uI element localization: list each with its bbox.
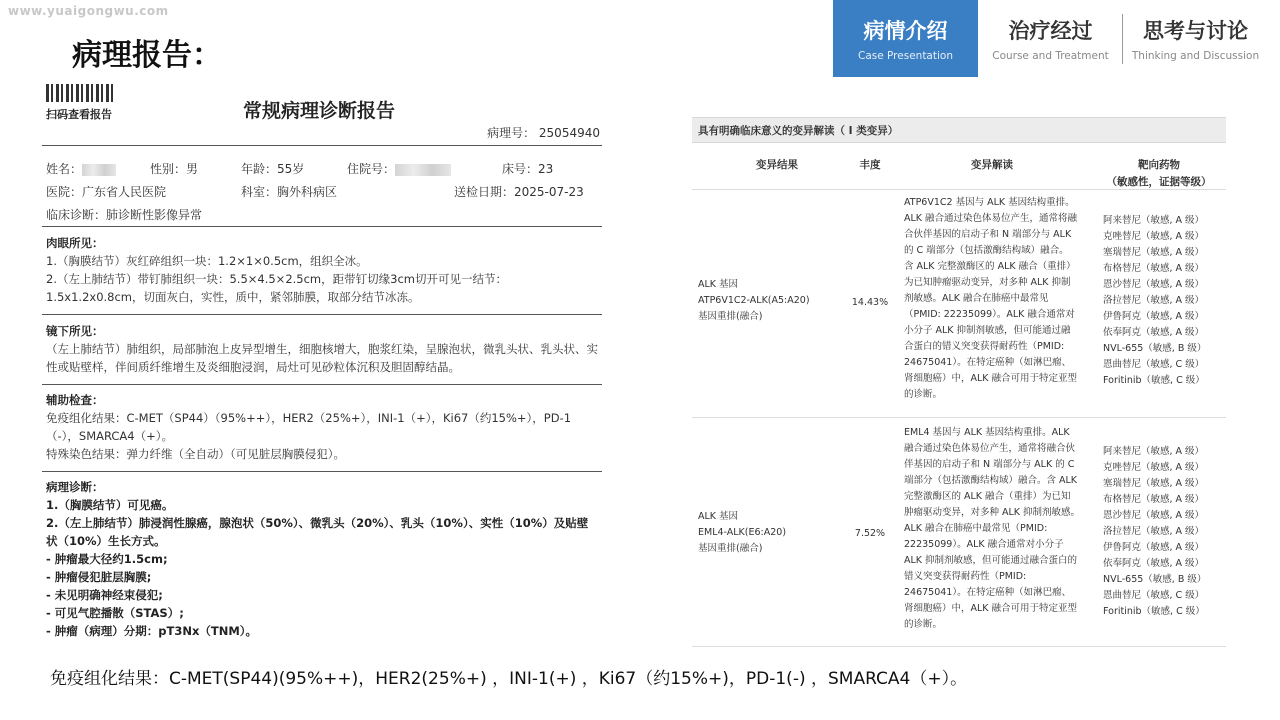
interp-line: 融合通过染色体易位产生，通常将融合伙 — [904, 443, 1076, 454]
slide-title: 病理报告： — [72, 38, 222, 73]
diagnosis-item: - 可见气腔播散（STAS）; — [46, 606, 184, 620]
interp-line: ALK 抑制剂敏感，但可能通过融合蛋白的 — [904, 555, 1078, 566]
ihc-summary: 免疫组化结果：C-MET(SP44)(95%++)，HER2(25%+) ，INI-1(+) ，Ki67（约15%+)，PD-1(-) ，SMARCA4（+）。 — [50, 669, 968, 689]
diagnosis-item: 1.（胸膜结节）可见癌。 — [46, 498, 174, 512]
interp-line: 小分子 ALK 抑制剂敏感，但可能通过融 — [904, 325, 1071, 336]
section-heading: 病理诊断： — [46, 480, 104, 494]
diagnosis-item: - 肿瘤最大径约1.5cm; — [46, 552, 168, 566]
row-divider — [692, 417, 1226, 418]
variant-fusion: ATP6V1C2-ALK(A5:A20) — [698, 295, 810, 306]
gross-findings — [46, 234, 598, 306]
nav-tab-label: 思考与讨论 — [1143, 19, 1248, 43]
drug-item: 克唑替尼（敏感, A 级） — [1103, 462, 1205, 473]
column-header-interpretation: 变异解读 — [971, 159, 1013, 171]
patient-name: 姓名： — [46, 160, 116, 177]
interp-line: 24675041）。在特定癌种（如淋巴瘤、 — [904, 357, 1072, 368]
microscopic-findings — [46, 322, 598, 376]
drug-item: 依奉阿克（敏感, A 级） — [1103, 327, 1205, 338]
drug-item: 洛拉替尼（敏感, A 级） — [1103, 526, 1205, 537]
nav-tab-sublabel: Course and Treatment — [992, 50, 1109, 62]
section-nav — [833, 0, 1268, 77]
divider — [42, 471, 602, 472]
drug-item: 伊鲁阿克（敏感, A 级） — [1103, 311, 1205, 322]
variant-gene: ALK 基因 — [698, 511, 739, 522]
interp-line: ATP6V1C2 基因与 ALK 基因结构重排。 — [904, 197, 1075, 208]
variant-type: 基因重排(融合) — [698, 543, 763, 554]
variant-type: 基因重排(融合) — [698, 311, 763, 322]
drug-item: 塞瑞替尼（敏感, A 级） — [1103, 247, 1205, 258]
pathology-report — [38, 82, 604, 650]
drug-item: 塞瑞替尼（敏感, A 级） — [1103, 478, 1205, 489]
drug-list — [1103, 213, 1206, 389]
drug-item: 洛拉替尼（敏感, A 级） — [1103, 295, 1205, 306]
qr-code-icon — [46, 84, 118, 102]
mutation-table-header: 具有明确临床意义的变异解读（ I 类变异） — [692, 117, 1226, 143]
interp-line: 肾细胞癌）中，ALK 融合可用于特定亚型 — [904, 373, 1078, 384]
drug-item: Foritinib（敏感, C 级） — [1103, 375, 1205, 386]
interp-line: 为已知肿瘤驱动变异，对多种 ALK 抑制 — [904, 277, 1071, 288]
diagnosis-item: - 肿瘤侵犯脏层胸膜; — [46, 570, 152, 584]
variant-gene: ALK 基因 — [698, 279, 739, 290]
interp-line: 的 C 端部分（包括激酶结构域）融合。 — [904, 245, 1069, 256]
patient-age: 年龄：55岁 — [241, 162, 305, 176]
nav-tab-sublabel: Case Presentation — [858, 50, 953, 62]
interp-line: 合蛋白的错义突变获得耐药性（PMID: — [904, 341, 1065, 352]
drug-item: 恩沙替尼（敏感, A 级） — [1103, 279, 1205, 290]
variant-frequency: 7.52% — [854, 528, 886, 539]
divider — [42, 314, 602, 315]
variant-frequency: 14.43% — [851, 297, 889, 308]
gross-item: 2.（左上肺结节）带钉肺组织一块：5.5×4.5×2.5cm，距带钉切缘3cm切开可见一结节：1.5x1.2x0.8cm，切面灰白，实性，质中，紧邻肺膜，取部分结节冰冻。 — [46, 272, 507, 304]
variant-result — [698, 277, 810, 325]
interp-line: 合伙伴基因的启动子和 N 端部分与 ALK — [904, 229, 1072, 240]
report-title: 常规病理诊断报告 — [243, 100, 396, 122]
interp-line: 22235099）。ALK 融合通常对小分子 — [904, 539, 1064, 550]
column-header-frequency: 丰度 — [859, 159, 881, 171]
department: 科室：胸外科病区 — [241, 185, 338, 199]
divider — [42, 384, 602, 385]
hospital: 医院：广东省人民医院 — [46, 185, 167, 199]
diagnosis-item: 2.（左上肺结节）肺浸润性腺癌，腺泡状（50%）、微乳头（20%）、乳头（10%）、实性（10%）及贴壁状（10%）生长方式。 — [46, 516, 589, 548]
drug-list — [1103, 444, 1206, 620]
scan-label: 扫码查看报告 — [46, 108, 112, 121]
drug-item: 恩曲替尼（敏感, C 级） — [1103, 359, 1205, 370]
special-stain-result: 特殊染色结果：弹力纤维（全自动）（可见脏层胸膜侵犯）。 — [46, 447, 345, 461]
nav-tab-thinking-discussion[interactable] — [1123, 0, 1268, 77]
interp-line: 24675041）。在特定癌种（如淋巴瘤、 — [904, 587, 1072, 598]
column-header-drug-line: 靶向药物 — [1138, 159, 1180, 171]
submit-date: 送检日期：2025-07-23 — [454, 185, 584, 199]
nav-tab-label: 治疗经过 — [1008, 19, 1093, 43]
diagnosis-item: - 未见明确神经束侵犯; — [46, 588, 163, 602]
redacted-inpatient-number — [395, 164, 451, 176]
variant-fusion: EML4-ALK(E6:A20) — [698, 527, 787, 538]
section-heading: 镜下所见： — [46, 324, 104, 338]
gross-item: 1.（胸膜结节）灰红碎组织一块：1.2×1×0.5cm，组织全冰。 — [46, 254, 368, 268]
drug-item: 恩沙替尼（敏感, A 级） — [1103, 510, 1205, 521]
section-heading: 肉眼所见： — [46, 236, 104, 250]
row-divider — [692, 646, 1226, 647]
interp-line: 伴基因的启动子和 N 端部分与 ALK 的 C — [904, 459, 1075, 470]
ihc-result: 免疫组化结果：C-MET（SP44）（95%++），HER2（25%+），INI-1（+），Ki67（约15%+），PD-1（-），SMARCA4（+）。 — [46, 411, 572, 443]
interp-line: （PMID: 22235099）。ALK 融合通常对 — [904, 309, 1075, 320]
diagnosis-item: - 肿瘤（病理）分期：pT3Nx（TNM）。 — [46, 624, 258, 638]
column-header-drug-line: （敏感性，证据等级） — [1106, 176, 1212, 188]
bed-number: 床号：23 — [502, 162, 554, 176]
interp-line: ALK 融合通过染色体易位产生，通常将融 — [904, 213, 1078, 224]
drug-item: 克唑替尼（敏感, A 级） — [1103, 231, 1205, 242]
interp-line: 含 ALK 完整激酶区的 ALK 融合（重排） — [904, 261, 1076, 272]
watermark: www.yuaigongwu.com — [8, 4, 169, 18]
drug-item: 依奉阿克（敏感, A 级） — [1103, 558, 1205, 569]
auxiliary-tests — [46, 391, 598, 463]
variant-result — [698, 509, 786, 557]
interp-line: 剂敏感。ALK 融合在肺癌中最常见 — [904, 293, 1049, 304]
drug-item: 恩曲替尼（敏感, C 级） — [1103, 590, 1205, 601]
interp-line: 错义突变获得耐药性（PMID: — [904, 571, 1027, 582]
drug-item: NVL-655（敏感, B 级） — [1103, 343, 1207, 354]
column-header-result: 变异结果 — [756, 159, 798, 171]
nav-tab-sublabel: Thinking and Discussion — [1131, 50, 1260, 62]
divider — [42, 226, 602, 227]
column-header-drug — [1092, 157, 1226, 191]
redacted-name — [82, 164, 116, 176]
pathology-diagnosis — [46, 478, 598, 640]
variant-interpretation — [904, 425, 1090, 633]
microscopic-text: （左上肺结节）肺组织，局部肺泡上皮异型增生，细胞核增大，胞浆红染，呈腺泡状，微乳头状、乳头状、实性或贴壁样，伴间质纤维增生及炎细胞浸润，局灶可见砂粒体沉积及胆固醇结晶。 — [46, 342, 598, 374]
interp-line: 肾细胞癌）中，ALK 融合可用于特定亚型 — [904, 603, 1078, 614]
clinical-diagnosis: 临床诊断：肺诊断性影像异常 — [46, 208, 203, 222]
drug-item: 布格替尼（敏感, A 级） — [1103, 263, 1205, 274]
drug-item: 布格替尼（敏感, A 级） — [1103, 494, 1205, 505]
interp-line: 的诊断。 — [904, 619, 943, 630]
drug-item: 阿来替尼（敏感, A 级） — [1103, 446, 1205, 457]
pathology-number: 病理号： 25054940 — [487, 126, 600, 140]
interp-line: ALK 融合在肺癌中最常见（PMID: — [904, 523, 1048, 534]
nav-tab-course-treatment[interactable] — [978, 0, 1123, 77]
drug-item: Foritinib（敏感, C 级） — [1103, 606, 1205, 617]
interp-line: 完整激酶区的 ALK 融合（重排）为已知 — [904, 491, 1071, 502]
interp-line: 的诊断。 — [904, 389, 943, 400]
drug-item: 阿来替尼（敏感, A 级） — [1103, 215, 1205, 226]
mutation-table — [692, 117, 1226, 647]
interp-line: 端部分（包括激酶结构域）融合。含 ALK — [904, 475, 1078, 486]
row-divider — [692, 189, 1226, 190]
inpatient-number: 住院号： — [347, 160, 451, 177]
interp-line: 肿瘤驱动变异，对多种 ALK 抑制剂敏感。 — [904, 507, 1081, 518]
drug-item: 伊鲁阿克（敏感, A 级） — [1103, 542, 1205, 553]
variant-interpretation — [904, 195, 1090, 403]
divider — [42, 145, 602, 146]
nav-tab-label: 病情介绍 — [863, 19, 948, 43]
drug-item: NVL-655（敏感, B 级） — [1103, 574, 1207, 585]
interp-line: EML4 基因与 ALK 基因结构重排。ALK — [904, 427, 1070, 438]
section-heading: 辅助检查： — [46, 393, 104, 407]
nav-tab-case-presentation[interactable] — [833, 0, 978, 77]
patient-gender: 性别：男 — [150, 162, 199, 176]
